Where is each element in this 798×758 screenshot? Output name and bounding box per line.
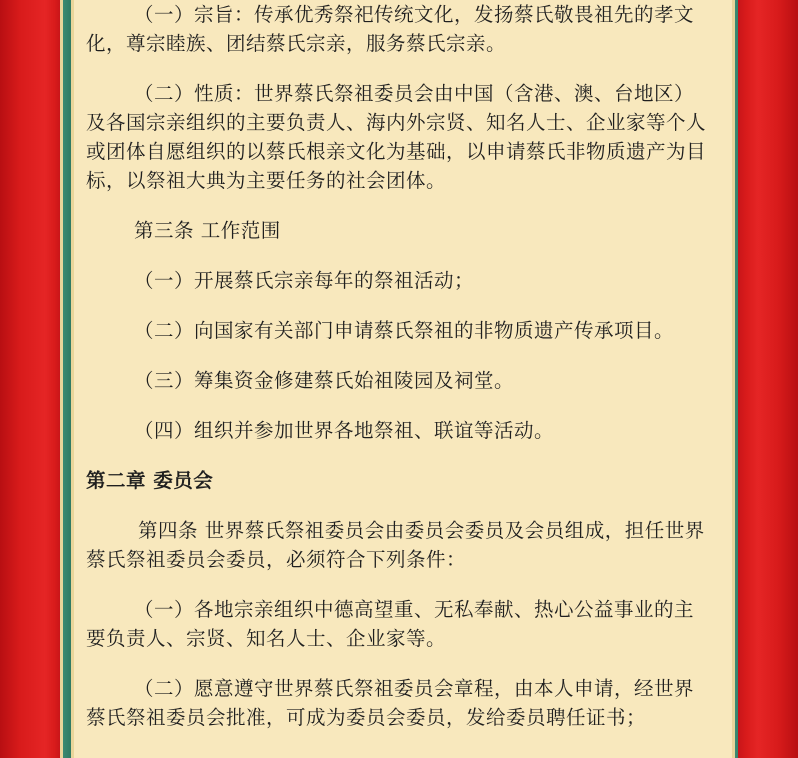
article-3-title: 第三条 工作范围: [134, 219, 281, 242]
scope-item-4: （四）组织并参加世界各地祭祖、联谊等活动。: [134, 419, 555, 442]
right-decorative-border: [732, 0, 746, 758]
scope-item-1: （一）开展蔡氏宗亲每年的祭祖活动；: [134, 269, 475, 292]
purpose-paragraph: （一）宗旨：传承优秀祭祀传统文化，发扬蔡氏敬畏祖先的孝文化，尊宗睦族、团结蔡氏宗亲，服务蔡氏宗亲。: [86, 3, 695, 55]
nature-paragraph: （二）性质：世界蔡氏祭祖委员会由中国（含港、澳、台地区）及各国宗亲组织的主要负责人、海内外宗贤、知名人士、企业家等个人或团体自愿组织的以蔡氏根亲文化为基础，以申请蔡氏非物质遗产为目标，以祭祖大典为主要任务的社会团体。: [86, 82, 707, 192]
article-4-paragraph: 第四条 世界蔡氏祭祖委员会由委员会委员及会员组成，担任世界蔡氏祭祖委员会委员，必须符合下列条件：: [86, 519, 705, 571]
scope-item-2: （二）向国家有关部门申请蔡氏祭祖的非物质遗产传承项目。: [134, 319, 675, 342]
chapter-2-heading: 第二章 委员会: [86, 469, 214, 492]
scope-item-3: （三）筹集资金修建蔡氏始祖陵园及祠堂。: [134, 369, 515, 392]
left-decorative-border: [60, 0, 74, 758]
document-paper: [74, 0, 732, 758]
document-body: [86, 0, 711, 732]
condition-item-2: （二）愿意遵守世界蔡氏祭祖委员会章程，由本人申请，经世界蔡氏祭祖委员会批准，可成为委员会委员，发给委员聘任证书；: [86, 677, 695, 729]
condition-item-1: （一）各地宗亲组织中德高望重、无私奉献、热心公益事业的主要负责人、宗贤、知名人士、企业家等。: [86, 598, 695, 650]
